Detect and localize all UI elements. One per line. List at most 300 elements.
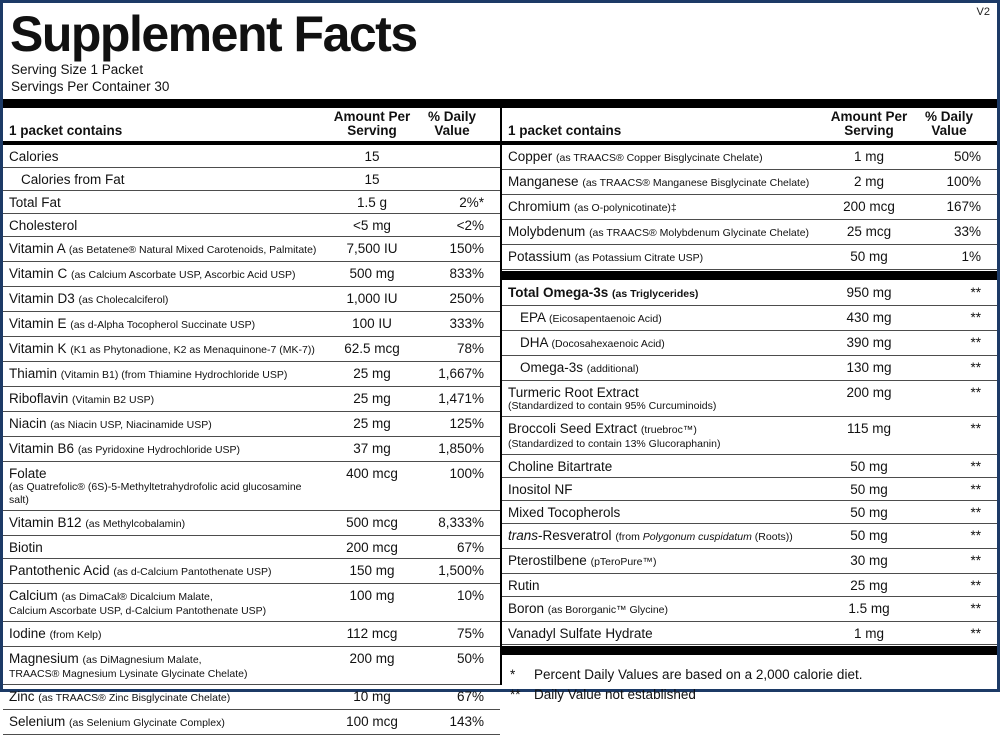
amount-per-serving: <5 mg (353, 218, 391, 233)
ingredient-name-text: Pantothenic Acid (9, 563, 110, 578)
ingredient-line1 (508, 528, 821, 545)
ingredient-row (3, 287, 500, 312)
daily-value: <2% (456, 218, 484, 233)
ingredient-source: (as Niacin USP, Niacinamide USP) (50, 419, 212, 431)
nutrients-column-left (3, 108, 500, 729)
ingredient-line2: TRAACS® Magnesium Lysinate Glycinate Chelate) (9, 668, 248, 680)
amount-per-serving: 100 mcg (346, 714, 398, 729)
amount-per-serving: 15 (364, 149, 380, 164)
ingredient-source: (truebroc™) (640, 424, 697, 436)
ingredient-name (502, 149, 821, 166)
ingredient-source: (as TRAACS® Molybdenum Glycinate Chelate) (589, 227, 810, 239)
ingredient-row (502, 622, 997, 645)
ingredient-line1 (9, 626, 324, 643)
ingredient-line1 (520, 310, 821, 327)
ingredient-name-text: Calories (9, 149, 59, 164)
ingredient-name (3, 266, 324, 283)
ingredient-name (502, 249, 821, 266)
ingredient-name-text: Biotin (9, 540, 43, 555)
ingredient-source: (Docosahexaenoic Acid) (551, 338, 665, 350)
ingredient-line1 (508, 224, 821, 241)
ingredient-line1 (9, 689, 324, 706)
ingredient-line1 (508, 249, 821, 266)
amount-per-serving: 430 mg (846, 310, 892, 325)
ingredient-name (3, 714, 324, 731)
daily-value: 833% (449, 266, 484, 281)
amount-per-serving: 37 mg (353, 441, 391, 456)
daily-value: ** (970, 421, 981, 436)
amount-per-serving: 50 mg (850, 482, 888, 497)
ingredient-name-text: Boron (508, 601, 545, 616)
ingredient-line1 (508, 421, 821, 438)
footnote-row (510, 665, 991, 685)
amount-per-serving: 25 mg (353, 391, 391, 406)
daily-value: 75% (456, 626, 484, 641)
servings-per-container: Servings Per Container 30 (11, 79, 170, 94)
ingredient-source: (as O-polynicotinate)‡ (574, 202, 677, 214)
ingredient-line1 (508, 601, 821, 618)
daily-value: 250% (449, 291, 484, 306)
ingredient-row (502, 356, 997, 381)
ingredient-name (3, 689, 324, 706)
amount-per-serving: 25 mg (850, 578, 888, 593)
ingredient-source: (as DiMagnesium Malate, (82, 654, 202, 666)
ingredient-row (502, 478, 997, 501)
ingredient-row (502, 501, 997, 524)
amount-per-serving: 1 mg (853, 626, 884, 641)
footnote-text: Percent Daily Values are based on a 2,000 calorie diet. (534, 667, 863, 682)
ingredient-row (3, 362, 500, 387)
ingredient-line1 (508, 505, 821, 520)
header-daily-value (420, 110, 500, 138)
ingredient-name-text: Pterostilbene (508, 553, 587, 568)
daily-value: ** (970, 553, 981, 568)
ingredient-name-text: Rutin (508, 578, 540, 593)
ingredient-line1 (508, 626, 821, 641)
ingredient-row (3, 214, 500, 237)
ingredient-line1 (9, 316, 324, 333)
ingredient-name-text: Calories from Fat (21, 172, 125, 187)
ingredient-name (502, 459, 821, 474)
ingredient-row (3, 168, 500, 191)
ingredient-row (3, 237, 500, 262)
daily-value: ** (970, 528, 981, 543)
daily-value: 333% (449, 316, 484, 331)
ingredient-line1 (9, 563, 324, 580)
ingredient-row (502, 455, 997, 478)
ingredient-line1 (9, 540, 324, 555)
ingredient-name-text: Mixed Tocopherols (508, 505, 621, 520)
ingredient-name (3, 241, 324, 258)
ingredient-name-text: EPA (520, 310, 546, 325)
ingredient-line1 (508, 578, 821, 593)
ingredient-line1 (9, 366, 324, 383)
ingredient-source: (as Betatene® Natural Mixed Carotenoids, Palmitate) (68, 244, 317, 256)
ingredient-line1 (508, 482, 821, 497)
ingredient-line1 (9, 149, 324, 164)
ingredient-name (3, 291, 324, 308)
ingredient-name (3, 366, 324, 383)
ingredient-source: (as TRAACS® Manganese Bisglycinate Chelate) (582, 177, 810, 189)
ingredient-line1 (9, 651, 324, 668)
ingredient-name (3, 651, 324, 681)
header-amount-line2: Serving (347, 123, 397, 138)
ingredient-name (502, 199, 821, 216)
amount-per-serving: 112 mcg (346, 626, 398, 641)
daily-value: 1,667% (438, 366, 484, 381)
daily-value: 143% (449, 714, 484, 729)
ingredient-row (3, 584, 500, 622)
ingredient-name (3, 316, 324, 333)
header-daily-value (917, 110, 997, 138)
ingredient-row (3, 647, 500, 685)
ingredient-source: (as Selenium Glycinate Complex) (69, 717, 225, 729)
ingredient-line2: (Standardized to contain 95% Curcuminoids) (508, 400, 717, 412)
daily-value: 1,850% (438, 441, 484, 456)
ingredient-name-text: trans (508, 528, 539, 543)
header-amount-per-serving (821, 110, 917, 138)
ingredient-line1 (508, 149, 821, 166)
header-amount-per-serving (324, 110, 420, 138)
ingredient-row (502, 381, 997, 417)
ingredient-name (502, 505, 821, 520)
ingredient-name (3, 341, 324, 358)
ingredient-line1 (9, 195, 324, 210)
daily-value: ** (970, 360, 981, 375)
ingredient-line1 (9, 441, 324, 458)
ingredient-line1 (508, 459, 821, 474)
ingredient-name (3, 626, 324, 643)
ingredient-row (502, 195, 997, 220)
ingredient-source: (Vitamin B2 USP) (72, 394, 155, 406)
ingredient-row (3, 191, 500, 214)
daily-value: ** (970, 285, 981, 300)
ingredient-name-text: Turmeric Root Extract (508, 385, 639, 400)
daily-value: 1,471% (438, 391, 484, 406)
ingredient-row (502, 331, 997, 356)
ingredient-line1 (9, 241, 324, 258)
daily-value: ** (970, 578, 981, 593)
header-amount-line1: Amount Per (333, 109, 411, 124)
ingredient-name (502, 528, 821, 545)
ingredient-line1 (9, 218, 324, 233)
ingredient-name-text: Copper (508, 149, 553, 164)
ingredient-name (3, 149, 324, 164)
version-code: V2 (976, 6, 990, 18)
ingredient-name-text: Vitamin B6 (9, 441, 75, 456)
ingredient-source: (as Methylcobalamin) (85, 518, 186, 530)
ingredient-name-text: Potassium (508, 249, 572, 264)
ingredient-source: (as TRAACS® Copper Bisglycinate Chelate) (556, 152, 763, 164)
ingredient-name-text: Vanadyl Sulfate Hydrate (508, 626, 653, 641)
daily-value: ** (970, 335, 981, 350)
ingredient-row (3, 462, 500, 511)
amount-per-serving: 1.5 mg (848, 601, 890, 616)
header-dv-line1: % Daily (427, 109, 477, 124)
section-divider-bar (502, 271, 997, 280)
daily-value: 67% (456, 540, 484, 555)
ingredient-name (502, 224, 821, 241)
ingredient-name-text: Chromium (508, 199, 571, 214)
ingredient-source: (as DimaCal® Dicalcium Malate, (61, 591, 213, 603)
amount-per-serving: 50 mg (850, 249, 888, 264)
footnote-marker: ** (510, 687, 521, 702)
ingredient-name (3, 588, 324, 618)
ingredient-source: (as Pyridoxine Hydrochloride USP) (77, 444, 241, 456)
ingredient-row (3, 412, 500, 437)
header-contains: 1 packet contains (508, 123, 622, 138)
daily-value: 100% (946, 174, 981, 189)
daily-value: ** (970, 482, 981, 497)
amount-per-serving: 500 mcg (346, 515, 398, 530)
ingredient-line1 (9, 341, 324, 358)
ingredient-row (502, 281, 997, 306)
ingredient-name (502, 310, 821, 327)
daily-value: ** (970, 385, 981, 400)
ingredient-name-text: Niacin (9, 416, 47, 431)
ingredient-row (502, 417, 997, 455)
ingredient-name-text: Total Omega-3s (508, 285, 609, 300)
section-divider-bar (502, 646, 997, 655)
daily-value: ** (970, 505, 981, 520)
ingredient-line1 (508, 285, 821, 302)
daily-value: 33% (953, 224, 981, 239)
ingredient-name (3, 391, 324, 408)
footnotes (502, 656, 997, 705)
ingredient-source: (as Bororganic™ Glycine) (547, 604, 669, 616)
ingredient-source: (pTeroPure™) (590, 556, 657, 568)
daily-value: 1,500% (438, 563, 484, 578)
amount-per-serving: 390 mg (846, 335, 892, 350)
amount-per-serving: 1 mg (853, 149, 884, 164)
footnote-text: Daily Value not established (534, 687, 696, 702)
ingredient-name-text: Iodine (9, 626, 46, 641)
ingredient-row (3, 337, 500, 362)
ingredient-name-text: Manganese (508, 174, 579, 189)
header-dv-line2: Value (931, 123, 967, 138)
ingredient-line2: Calcium Ascorbate USP, d-Calcium Pantothenate USP) (9, 605, 267, 617)
ingredient-name-text: Broccoli Seed Extract (508, 421, 638, 436)
ingredient-name-text: Omega-3s (520, 360, 584, 375)
amount-per-serving: 50 mg (850, 505, 888, 520)
ingredient-row (502, 597, 997, 622)
daily-value: 8,333% (438, 515, 484, 530)
header-dv-line2: Value (434, 123, 470, 138)
daily-value: 1% (961, 249, 981, 264)
amount-per-serving: 25 mg (353, 416, 391, 431)
daily-value: 10% (456, 588, 484, 603)
ingredient-source: (from (615, 531, 643, 543)
ingredient-row (502, 524, 997, 549)
footnote-row (510, 685, 991, 705)
ingredient-name-text: Vitamin B12 (9, 515, 82, 530)
ingredient-row (3, 387, 500, 412)
ingredient-name (502, 285, 821, 302)
ingredient-name-text: Vitamin A (9, 241, 66, 256)
ingredient-source: (Eicosapentaenoic Acid) (549, 313, 662, 325)
ingredient-name (502, 385, 821, 413)
header-contains: 1 packet contains (9, 123, 123, 138)
ingredient-name-text: Vitamin K (9, 341, 67, 356)
ingredient-source: (from Kelp) (49, 629, 102, 641)
amount-per-serving: 10 mg (353, 689, 391, 704)
column-header (502, 108, 997, 145)
ingredient-line1 (508, 174, 821, 191)
ingredient-source: (Roots)) (751, 531, 793, 543)
amount-per-serving: 200 mcg (843, 199, 895, 214)
ingredient-name (502, 360, 821, 377)
ingredient-name (3, 466, 324, 507)
daily-value: 125% (449, 416, 484, 431)
ingredient-row (3, 710, 500, 735)
ingredient-name (502, 174, 821, 191)
ingredient-name-text: Total Fat (9, 195, 61, 210)
ingredient-line1 (508, 199, 821, 216)
ingredient-name (502, 335, 821, 352)
amount-per-serving: 115 mg (846, 421, 892, 436)
ingredient-line1 (520, 360, 821, 377)
ingredient-name-text: -Resveratrol (538, 528, 612, 543)
ingredient-line1 (9, 266, 324, 283)
ingredient-row (502, 245, 997, 270)
ingredient-source: (as Triglycerides) (612, 288, 699, 300)
ingredient-source: (as d-Calcium Pantothenate USP) (113, 566, 272, 578)
amount-per-serving: 100 IU (352, 316, 392, 331)
ingredient-row (3, 262, 500, 287)
ingredient-name (3, 563, 324, 580)
ingredient-name-text: Vitamin E (9, 316, 67, 331)
amount-per-serving: 25 mg (353, 366, 391, 381)
ingredient-line1 (9, 714, 324, 731)
ingredient-row (3, 622, 500, 647)
ingredient-line1 (520, 335, 821, 352)
amount-per-serving: 500 mg (349, 266, 395, 281)
ingredient-row (502, 306, 997, 331)
daily-value: 78% (456, 341, 484, 356)
ingredient-row (502, 574, 997, 597)
ingredient-line1 (9, 391, 324, 408)
ingredient-name (502, 421, 821, 451)
amount-per-serving: 1.5 g (356, 195, 388, 210)
nutrients-column-right (500, 108, 997, 702)
label-title: Supplement Facts (10, 6, 417, 62)
ingredient-line1 (9, 588, 324, 605)
amount-per-serving: 50 mg (850, 459, 888, 474)
ingredient-row (3, 312, 500, 337)
amount-per-serving: 50 mg (850, 528, 888, 543)
amount-per-serving: 7,500 IU (346, 241, 398, 256)
amount-per-serving: 130 mg (846, 360, 892, 375)
amount-per-serving: 25 mcg (846, 224, 892, 239)
ingredient-source: (as Cholecalciferol) (78, 294, 169, 306)
amount-per-serving: 400 mcg (346, 466, 398, 481)
ingredient-row (502, 145, 997, 170)
ingredient-name-text: Cholesterol (9, 218, 78, 233)
ingredient-name (3, 172, 324, 187)
daily-value: ** (970, 459, 981, 474)
column-header (3, 108, 500, 145)
daily-value: 2%* (459, 195, 484, 210)
daily-value: ** (970, 310, 981, 325)
ingredient-name (502, 553, 821, 570)
daily-value: 50% (953, 149, 981, 164)
ingredient-name (3, 195, 324, 210)
ingredient-name-text: Selenium (9, 714, 66, 729)
amount-per-serving: 1,000 IU (346, 291, 398, 306)
amount-per-serving: 200 mcg (346, 540, 398, 555)
amount-per-serving: 30 mg (850, 553, 888, 568)
ingredient-row (502, 220, 997, 245)
ingredient-name-text: Choline Bitartrate (508, 459, 613, 474)
ingredient-line1 (9, 515, 324, 532)
ingredient-source: (additional) (586, 363, 639, 375)
ingredient-row (502, 170, 997, 195)
header-amount-line2: Serving (844, 123, 894, 138)
ingredient-name-text: Inositol NF (508, 482, 573, 497)
amount-per-serving: 2 mg (853, 174, 884, 189)
ingredient-name (502, 578, 821, 593)
ingredient-line1 (508, 553, 821, 570)
amount-per-serving: 15 (364, 172, 380, 187)
ingredient-name (3, 515, 324, 532)
amount-per-serving: 200 mg (349, 651, 395, 666)
ingredient-name-text: Thiamin (9, 366, 58, 381)
ingredient-name (502, 482, 821, 497)
daily-value: 67% (456, 689, 484, 704)
ingredient-source: (as Calcium Ascorbate USP, Ascorbic Acid USP) (71, 269, 296, 281)
footnote-marker: * (510, 667, 516, 682)
ingredient-name-text: Magnesium (9, 651, 79, 666)
daily-value: 50% (456, 651, 484, 666)
ingredient-line2: (as Quatrefolic® (6S)-5-Methyltetrahydrofolic acid glucosamine salt) (9, 481, 302, 506)
ingredient-source: (as d-Alpha Tocopherol Succinate USP) (70, 319, 256, 331)
daily-value: 150% (449, 241, 484, 256)
ingredient-source: (as Potassium Citrate USP) (574, 252, 704, 264)
ingredient-name-text: Vitamin C (9, 266, 68, 281)
amount-per-serving: 100 mg (349, 588, 395, 603)
ingredient-name-text: Folate (9, 466, 47, 481)
ingredient-row (3, 559, 500, 584)
ingredient-line2: (Standardized to contain 13% Glucoraphanin) (508, 438, 721, 450)
ingredient-row (502, 549, 997, 574)
ingredient-row (3, 536, 500, 559)
header-amount-line1: Amount Per (830, 109, 908, 124)
ingredient-row (3, 685, 500, 710)
daily-value: 167% (946, 199, 981, 214)
amount-per-serving: 200 mg (846, 385, 892, 400)
amount-per-serving: 150 mg (349, 563, 395, 578)
ingredient-source: (as TRAACS® Zinc Bisglycinate Chelate) (38, 692, 231, 704)
header-dv-line1: % Daily (924, 109, 974, 124)
ingredient-name-text: DHA (520, 335, 548, 350)
ingredient-row (3, 145, 500, 168)
ingredient-name-text: Zinc (9, 689, 35, 704)
ingredient-source: Polygonum cuspidatum (642, 531, 752, 543)
daily-value: ** (970, 626, 981, 641)
ingredient-name-text: Calcium (9, 588, 58, 603)
ingredient-row (3, 437, 500, 462)
amount-per-serving: 950 mg (846, 285, 892, 300)
top-divider-bar (3, 99, 997, 108)
ingredient-name (502, 601, 821, 618)
daily-value: 100% (449, 466, 484, 481)
ingredient-name (502, 626, 821, 641)
ingredient-name (3, 218, 324, 233)
facts-columns (3, 108, 997, 729)
ingredient-line1 (9, 466, 324, 481)
ingredient-name (3, 540, 324, 555)
ingredient-name-text: Vitamin D3 (9, 291, 75, 306)
